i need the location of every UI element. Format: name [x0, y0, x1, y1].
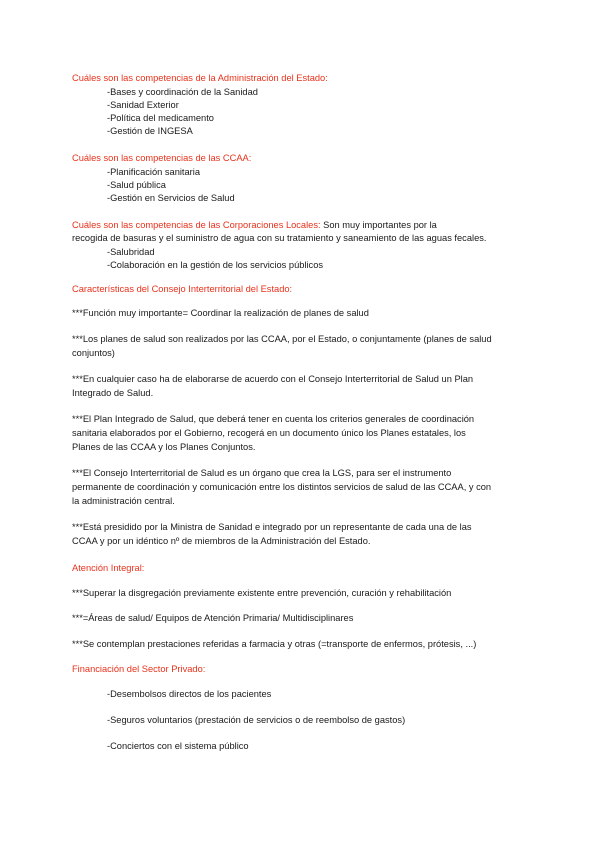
- paragraph-line: ***Los planes de salud son realizados por las CCAA, por el Estado, o conjuntamente (planes de salud: [72, 334, 492, 344]
- paragraph-text: Son muy importantes por la: [320, 220, 437, 230]
- paragraph-line: ***=Áreas de salud/ Equipos de Atención Primaria/ Multidisciplinares: [72, 613, 354, 623]
- paragraph-line: ***Superar la disgregación previamente existente entre prevención, curación y rehabilitación: [72, 588, 452, 598]
- paragraph-line: permanente de coordinación y comunicación entre los distintos servicios de salud de las CCAA, y con: [72, 482, 492, 492]
- paragraph-line: ***En cualquier caso ha de elaborarse de acuerdo con el Consejo Interterritorial de Salud un Plan: [72, 374, 474, 384]
- list-item: -Gestión en Servicios de Salud: [107, 193, 235, 203]
- section-heading-financiacion: Financiación del Sector Privado:: [72, 664, 206, 674]
- list-item: -Seguros voluntarios (prestación de servicios o de reembolso de gastos): [107, 715, 406, 725]
- section-heading-consejo: Características del Consejo Interterritorial del Estado:: [72, 284, 293, 294]
- paragraph-line: ***Se contemplan prestaciones referidas a farmacia y otras (=transporte de enfermos, prótesis, ...): [72, 639, 477, 649]
- paragraph-line: CCAA y por un idéntico nº de miembros de la Administración del Estado.: [72, 536, 371, 546]
- paragraph-line: sanitaria elaborados por el Gobierno, recogerá en un documento único los Planes estatales, los: [72, 428, 466, 438]
- section-heading-atencion: Atención Integral:: [72, 563, 145, 573]
- section-heading-administracion: Cuáles son las competencias de la Administración del Estado:: [72, 73, 328, 83]
- list-item: -Bases y coordinación de la Sanidad: [107, 87, 258, 97]
- list-item: -Planificación sanitaria: [107, 167, 201, 177]
- list-item: -Sanidad Exterior: [107, 100, 179, 110]
- paragraph-line: Integrado de Salud.: [72, 388, 154, 398]
- section-heading-corporaciones: Cuáles son las competencias de las Corporaciones Locales:: [72, 220, 321, 230]
- paragraph-line: Planes de las CCAA y los Planes Conjuntos.: [72, 442, 256, 452]
- paragraph-line: ***El Consejo Interterritorial de Salud es un órgano que crea la LGS, para ser el instrumento: [72, 468, 452, 478]
- paragraph-line: ***Función muy importante= Coordinar la realización de planes de salud: [72, 308, 369, 318]
- list-item: -Salubridad: [107, 247, 155, 257]
- list-item: -Colaboración en la gestión de los servicios públicos: [107, 260, 324, 270]
- section-heading-ccaa: Cuáles son las competencias de las CCAA:: [72, 153, 252, 163]
- paragraph-line: recogida de basuras y el suministro de agua con su tratamiento y saneamiento de las aguas fecales.: [72, 233, 487, 243]
- paragraph-line: conjuntos): [72, 348, 115, 358]
- list-item: -Política del medicamento: [107, 113, 214, 123]
- paragraph-line: ***El Plan Integrado de Salud, que deberá tener en cuenta los criterios generales de coordinación: [72, 414, 475, 424]
- section-corporaciones-intro: [72, 219, 437, 232]
- paragraph-line: la administración central.: [72, 496, 175, 506]
- list-item: -Conciertos con el sistema público: [107, 741, 249, 751]
- list-item: -Gestión de INGESA: [107, 126, 193, 136]
- list-item: -Salud pública: [107, 180, 166, 190]
- list-item: -Desembolsos directos de los pacientes: [107, 689, 272, 699]
- paragraph-line: ***Está presidido por la Ministra de Sanidad e integrado por un representante de cada una de las: [72, 522, 472, 532]
